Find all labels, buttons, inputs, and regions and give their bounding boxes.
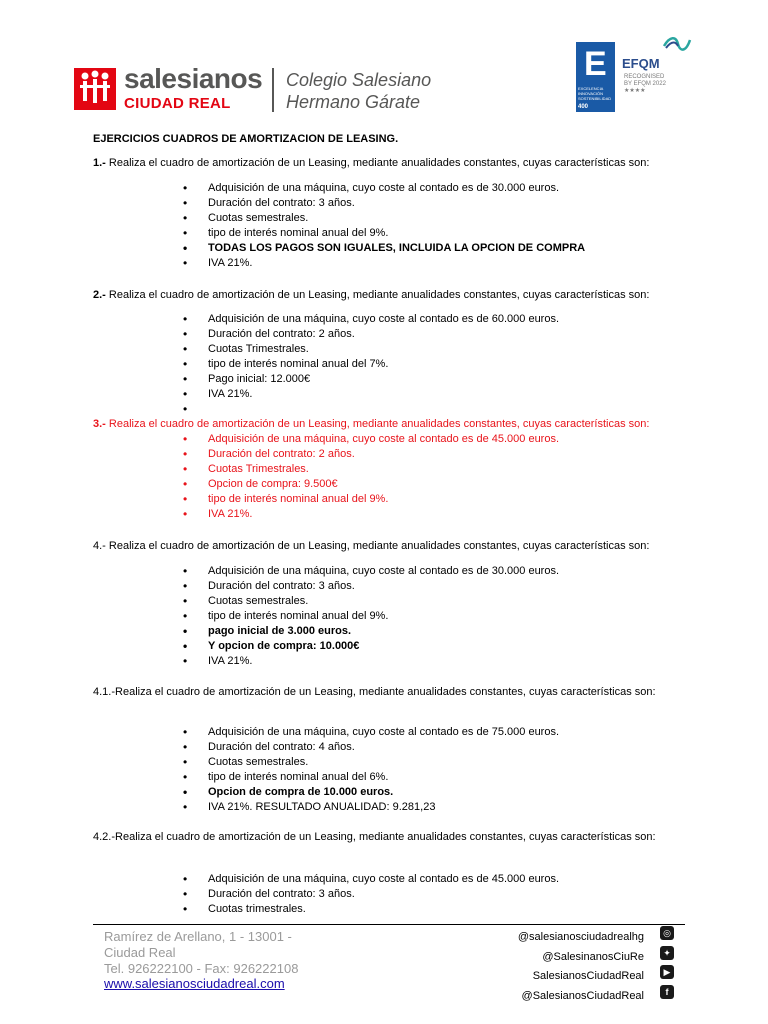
- facebook-icon[interactable]: f: [660, 985, 674, 999]
- brand-city: CIUDAD REAL: [124, 95, 231, 112]
- badge-text: EXCELENCIA INNOVACIÓN SOSTENIBILIDAD: [578, 86, 612, 101]
- exercise-1-list: [183, 181, 585, 271]
- efqm-line1: RECOGNISED: [624, 74, 665, 80]
- list-item: • IVA 21%.: [183, 387, 559, 402]
- exercise-2-list: [183, 312, 559, 402]
- list-item: • tipo de interés nominal anual del 9%.: [183, 609, 559, 624]
- efqm-title: EFQM: [622, 56, 660, 71]
- college-line1: Colegio Salesiano: [286, 70, 432, 90]
- youtube-handle[interactable]: SalesianosCiudadReal: [532, 970, 644, 982]
- exercise-2-number: 2.-: [93, 289, 106, 301]
- list-item: • IVA 21%.: [183, 256, 585, 271]
- exercise-4-2-list: [183, 872, 559, 917]
- brand: [124, 64, 262, 113]
- badge-number: 400: [578, 104, 589, 110]
- facebook-handle[interactable]: @SalesianosCiudadReal: [521, 989, 644, 1002]
- list-item: • Duración del contrato: 3 años.: [183, 196, 585, 211]
- exercise-4-list: [183, 564, 559, 669]
- letterhead: [0, 0, 768, 125]
- list-item: • Duración del contrato: 3 años.: [183, 887, 559, 902]
- list-item: • Pago inicial: 12.000€: [183, 372, 559, 387]
- instagram-icon[interactable]: ◎: [660, 926, 674, 940]
- list-item: • Adquisición de una máquina, cuyo coste al contado es de 45.000 euros.: [183, 872, 559, 887]
- twitter-handle[interactable]: @SalesinanosCiuRe: [542, 950, 644, 963]
- list-item: • IVA 21%. RESULTADO ANUALIDAD: 9.281,23: [183, 800, 559, 815]
- list-item: • Cuotas semestrales.: [183, 211, 585, 226]
- exercise-2-intro: [93, 287, 685, 303]
- document-title: EJERCICIOS CUADROS DE AMORTIZACION DE LEASING.: [93, 133, 399, 145]
- address-line1: Ramírez de Arellano, 1 - 13001 -: [104, 929, 292, 944]
- list-item: • tipo de interés nominal anual del 7%.: [183, 357, 559, 372]
- exercise-1-intro: [93, 155, 685, 171]
- footer-address: [104, 929, 334, 977]
- list-item: • Cuotas Trimestrales.: [183, 462, 559, 477]
- exercise-1-number: 1.-: [93, 157, 106, 169]
- list-item: • tipo de interés nominal anual del 6%.: [183, 770, 559, 785]
- social-icons: [658, 926, 676, 1004]
- efqm-recognition: [624, 74, 666, 95]
- list-item: • Opcion de compra de 10.000 euros.: [183, 785, 559, 800]
- list-item: • Adquisición de una máquina, cuyo coste al contado es de 75.000 euros.: [183, 725, 559, 740]
- list-item: • Duración del contrato: 2 años.: [183, 447, 559, 462]
- list-item: • Duración del contrato: 3 años.: [183, 579, 559, 594]
- twitter-icon[interactable]: ✦: [660, 946, 674, 960]
- website-link[interactable]: www.salesianosciudadreal.com: [104, 976, 285, 991]
- list-item: • Adquisición de una máquina, cuyo coste al contado es de 30.000 euros.: [183, 181, 585, 196]
- efqm-line2: BY EFQM 2022: [624, 81, 666, 87]
- exercise-3-text: Realiza el cuadro de amortización de un Leasing, mediante anualidades constantes, cuyas características son:: [105, 418, 650, 430]
- list-item: • Cuotas trimestrales.: [183, 902, 559, 917]
- list-item: • Adquisición de una máquina, cuyo coste al contado es de 30.000 euros.: [183, 564, 559, 579]
- exercise-4-intro: 4.- Realiza el cuadro de amortización de un Leasing, mediante anualidades constantes, cuyas características son:: [93, 540, 650, 552]
- excellence-badge-icon: [576, 42, 615, 112]
- list-item: • Cuotas semestrales.: [183, 594, 559, 609]
- list-item: • IVA 21%.: [183, 507, 559, 522]
- list-item: • pago inicial de 3.000 euros.: [183, 624, 559, 639]
- footer-divider: [93, 924, 685, 925]
- list-item: • tipo de interés nominal anual del 9%.: [183, 226, 585, 241]
- badge-letter: E: [584, 45, 607, 83]
- exercise-3-list: [183, 432, 559, 522]
- list-item: • TODAS LOS PAGOS SON IGUALES, INCLUIDA LA OPCION DE COMPRA: [183, 241, 585, 256]
- address-line2: Ciudad Real: [104, 945, 176, 960]
- list-item: • Duración del contrato: 4 años.: [183, 740, 559, 755]
- youtube-icon[interactable]: ▶: [660, 965, 674, 979]
- phone-fax: Tel. 926222100 - Fax: 926222108: [104, 961, 299, 976]
- list-item: • IVA 21%.: [183, 654, 559, 669]
- list-item: • tipo de interés nominal anual del 9%.: [183, 492, 559, 507]
- salesianos-logo-icon: [74, 68, 116, 110]
- college-line2: Hermano Gárate: [286, 92, 421, 112]
- brand-name: salesianos: [124, 63, 263, 94]
- list-item: • Cuotas Trimestrales.: [183, 342, 559, 357]
- efqm-stars: ★★★★: [624, 88, 646, 94]
- list-item: • Duración del contrato: 2 años.: [183, 327, 559, 342]
- list-item: • Opcion de compra: 9.500€: [183, 477, 559, 492]
- exercise-4-1-intro: 4.1.-Realiza el cuadro de amortización de un Leasing, mediante anualidades constantes, cuyas características son:: [93, 686, 656, 698]
- exercise-1-text: Realiza el cuadro de amortización de un Leasing, mediante anualidades constantes, cuyas características son:: [105, 157, 650, 169]
- college-name: [286, 69, 431, 113]
- social-handles: [518, 928, 644, 1006]
- list-item: • Cuotas semestrales.: [183, 755, 559, 770]
- efqm-logo-icon: [662, 34, 692, 59]
- exercise-3-intro: [93, 416, 685, 432]
- exercise-4-2-intro: 4.2.-Realiza el cuadro de amortización de un Leasing, mediante anualidades constantes, cuyas características son:: [93, 831, 656, 843]
- list-item: • Adquisición de una máquina, cuyo coste al contado es de 60.000 euros.: [183, 312, 559, 327]
- header-divider: [272, 68, 274, 112]
- exercise-3-number: 3.-: [93, 418, 106, 430]
- list-item: • Adquisición de una máquina, cuyo coste al contado es de 45.000 euros.: [183, 432, 559, 447]
- list-item: • Y opcion de compra: 10.000€: [183, 639, 559, 654]
- exercise-2-text: Realiza el cuadro de amortización de un Leasing, mediante anualidades constantes, cuyas características son:: [105, 289, 650, 301]
- instagram-handle[interactable]: @salesianosciudadrealhg: [517, 931, 644, 943]
- exercise-4-1-list: [183, 725, 559, 815]
